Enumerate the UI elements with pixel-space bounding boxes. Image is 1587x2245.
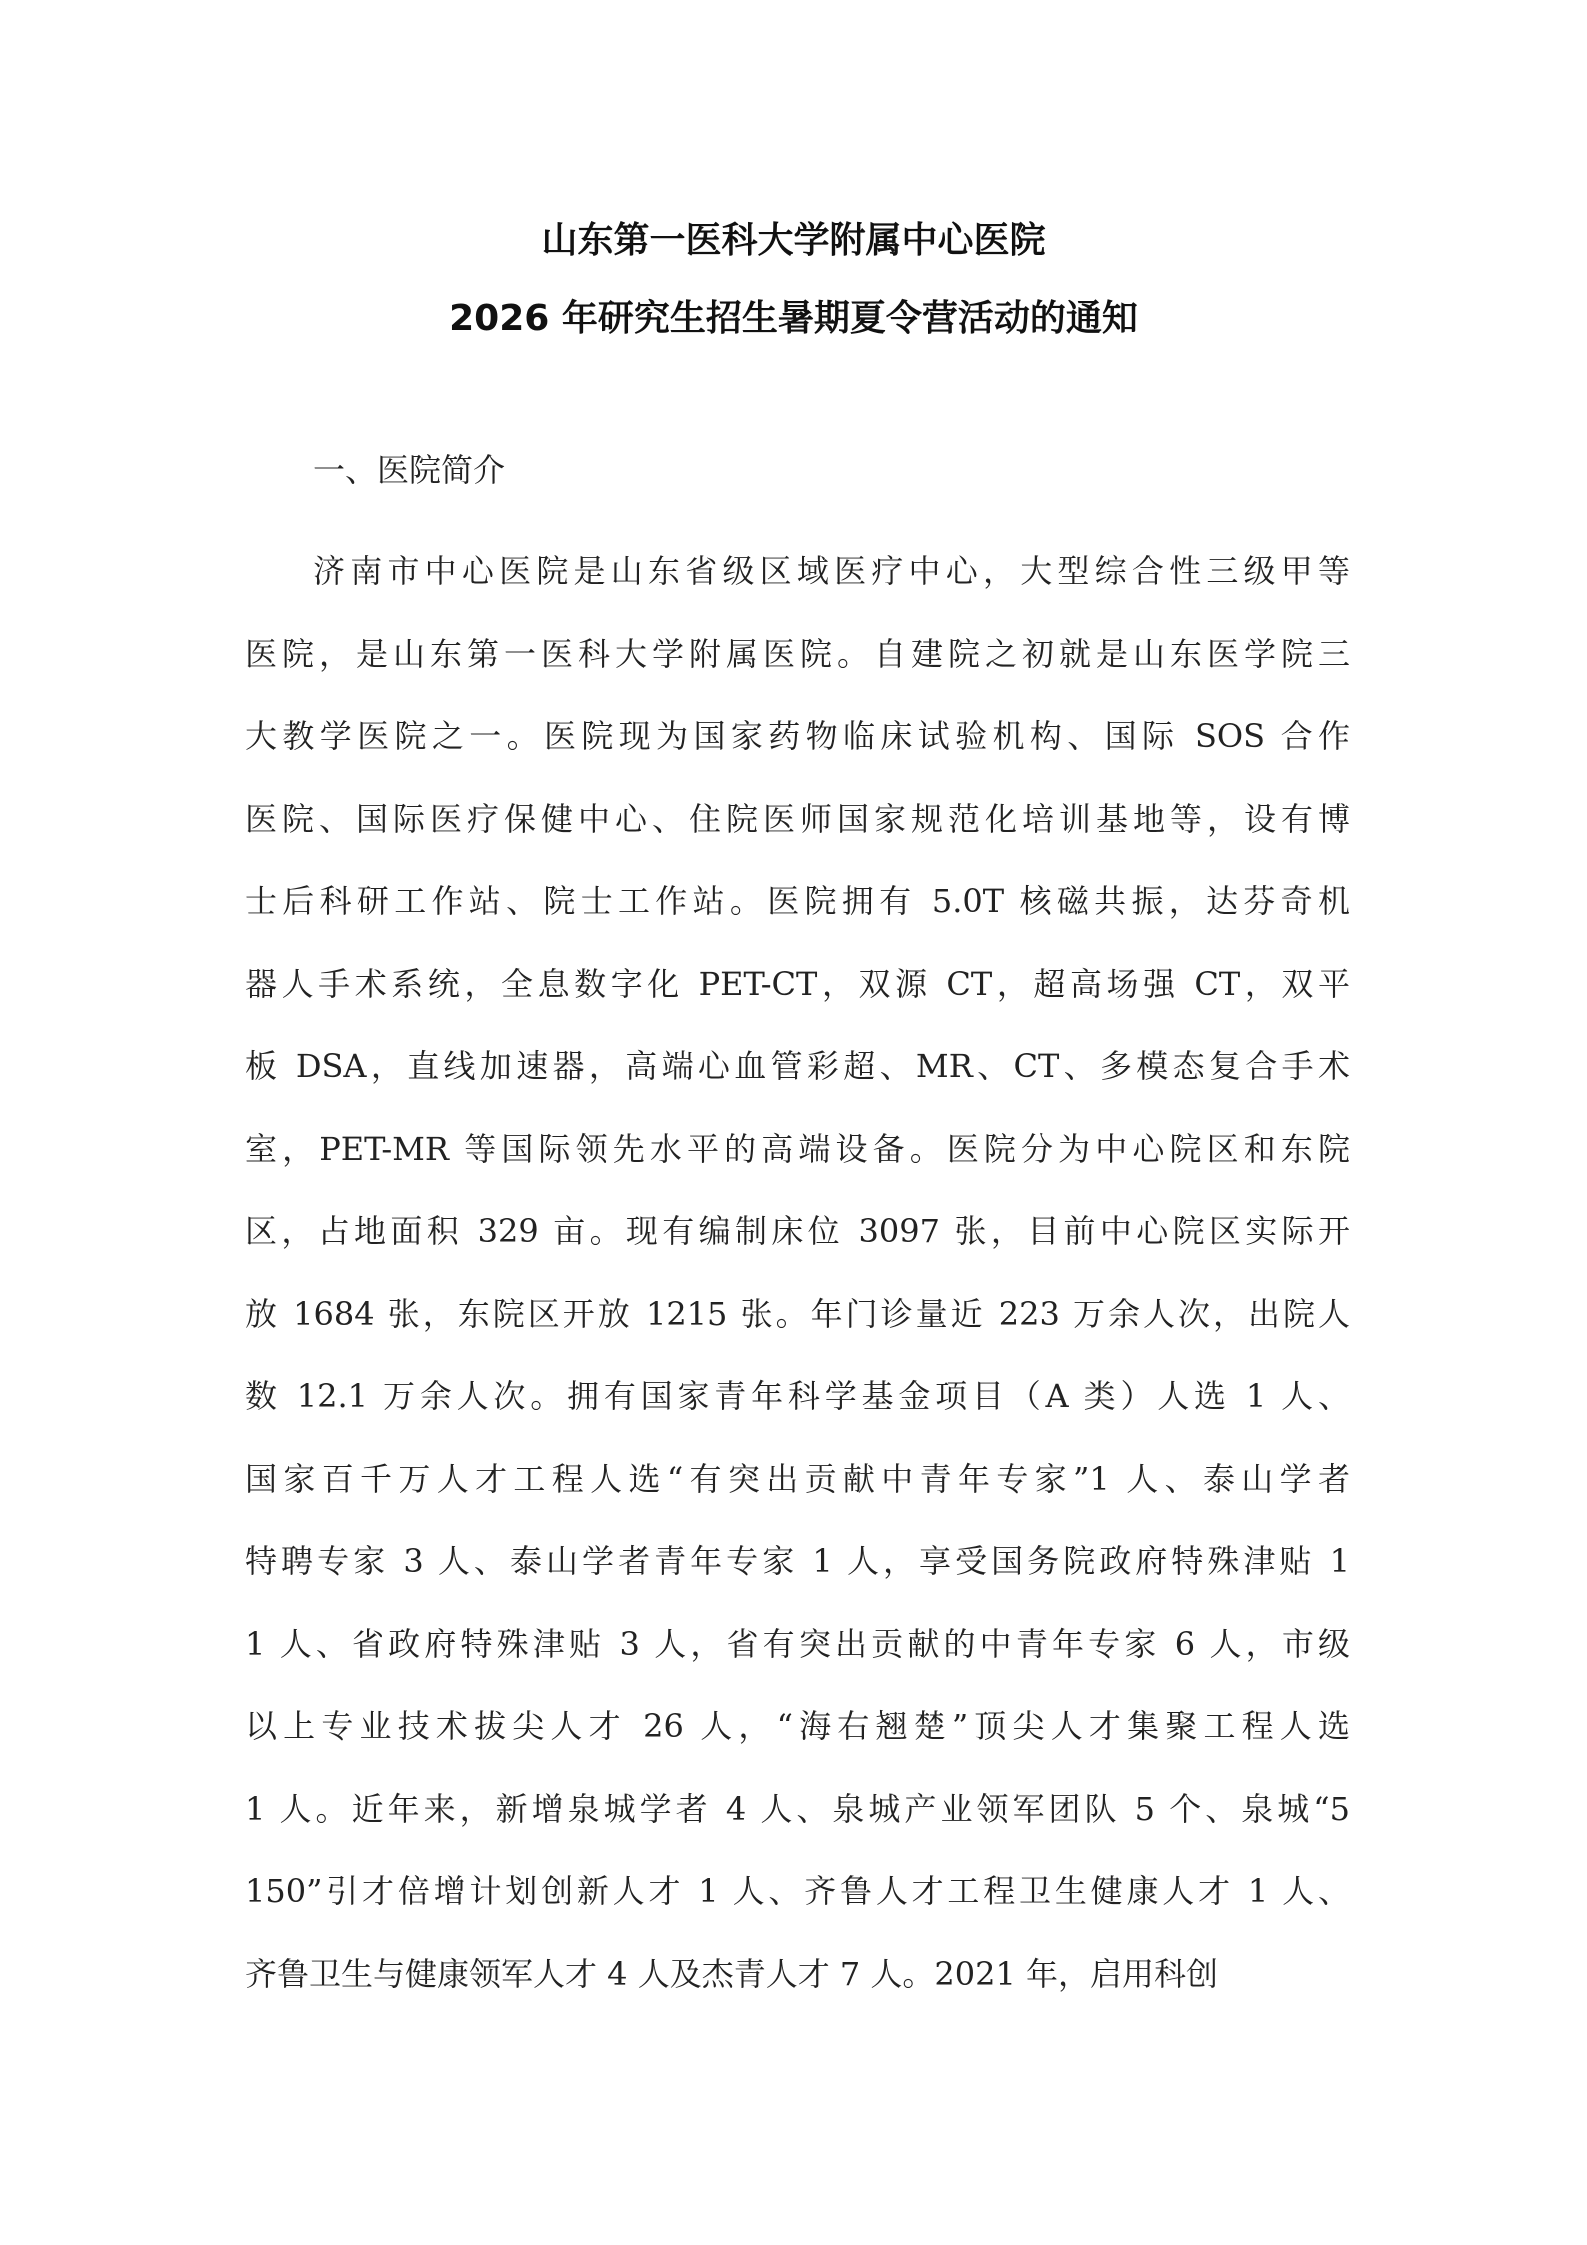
document-title xyxy=(0,202,1587,358)
paragraph-line: 数 12.1 万余人次。拥有国家青年科学基金项目（A 类）人选 1 人、 xyxy=(245,1377,1350,1415)
title-line-2: 2026 年研究生招生暑期夏令营活动的通知 xyxy=(449,298,1138,339)
section-heading-hospital-intro: 一、医院简介 xyxy=(313,451,506,489)
paragraph-line: 士后科研工作站、院士工作站。医院拥有 5.0T 核磁共振，达芬奇机 xyxy=(245,882,1350,920)
paragraph-line: 1 人、省政府特殊津贴 3 人，省有突出贡献的中青年专家 6 人，市级 xyxy=(245,1624,1350,1663)
paragraph-line: 国家百千万人才工程人选“有突出贡献中青年专家”1 人、泰山学者 xyxy=(245,1459,1350,1498)
paragraph-line: 济南市中心医院是山东省级区域医疗中心，大型综合性三级甲等 xyxy=(313,552,1350,590)
paragraph-line: 区，占地面积 329 亩。现有编制床位 3097 张，目前中心院区实际开 xyxy=(245,1212,1350,1250)
title-line-1: 山东第一医科大学附属中心医院 xyxy=(541,220,1046,261)
body-paragraph xyxy=(245,530,1350,2015)
paragraph-line: 板 DSA，直线加速器，高端心血管彩超、MR、CT、多模态复合手术 xyxy=(245,1047,1350,1085)
paragraph-line: 特聘专家 3 人、泰山学者青年专家 1 人，享受国务院政府特殊津贴 1 xyxy=(245,1542,1350,1580)
paragraph-line: 大教学医院之一。医院现为国家药物临床试验机构、国际 SOS 合作 xyxy=(245,717,1350,755)
paragraph-line: 1 人。近年来，新增泉城学者 4 人、泉城产业领军团队 5 个、泉城“5 xyxy=(245,1789,1350,1828)
paragraph-line: 放 1684 张，东院区开放 1215 张。年门诊量近 223 万余人次，出院人 xyxy=(245,1294,1350,1333)
paragraph-line: 室，PET-MR 等国际领先水平的高端设备。医院分为中心院区和东院 xyxy=(245,1129,1350,1168)
paragraph-line: 医院，是山东第一医科大学附属医院。自建院之初就是山东医学院三 xyxy=(245,634,1350,673)
paragraph-line: 医院、国际医疗保健中心、住院医师国家规范化培训基地等，设有博 xyxy=(245,799,1350,838)
paragraph-line: 以上专业技术拔尖人才 26 人，“海右翘楚”顶尖人才集聚工程人选 xyxy=(245,1707,1350,1745)
paragraph-line: 齐鲁卫生与健康领军人才 4 人及杰青人才 7 人。2021 年，启用科创 xyxy=(245,1954,1219,1993)
paragraph-line: 150”引才倍增计划创新人才 1 人、齐鲁人才工程卫生健康人才 1 人、 xyxy=(245,1872,1350,1910)
paragraph-line: 器人手术系统，全息数字化 PET-CT，双源 CT，超高场强 CT，双平 xyxy=(245,964,1350,1003)
